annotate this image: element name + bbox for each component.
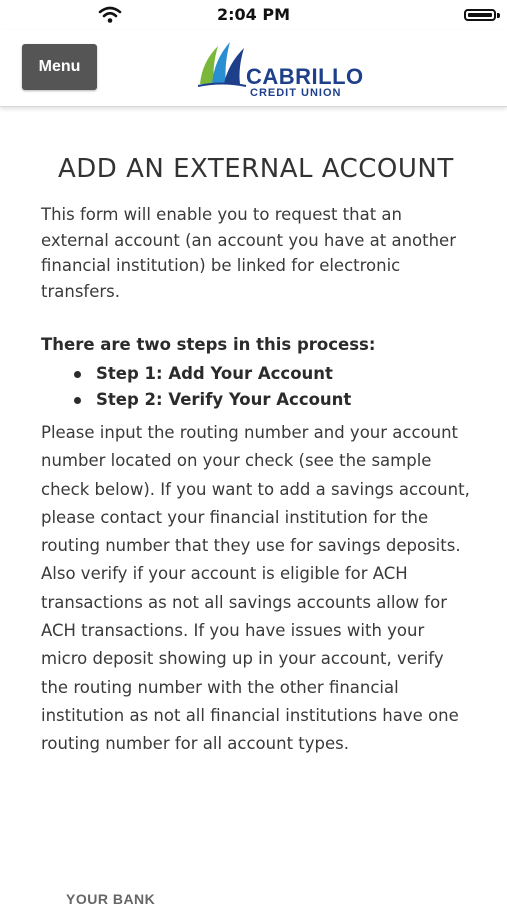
status-bar [0, 0, 507, 30]
instructions-text: Please input the routing number and your account number located on your check (see the sample check below). If you want to add a savings account, please contact your financial institution for the routing number that they use for savings deposits. Also verify if your account is eligible for ACH transactions as not all savings accounts allow for ACH transactions. If you have issues with your micro deposit showing up in your account, verify the routing number with the other financial institution as not all financial institutions have one routing number for all account types. [41, 423, 470, 754]
steps-heading: There are two steps in this process: [41, 335, 376, 354]
sample-check-label: YOUR BANK [66, 891, 156, 907]
steps-list [41, 361, 471, 413]
step-item: Step 1: Add Your Account [96, 361, 471, 387]
intro-text: This form will enable you to request that an external account (an account you have at another financial institution) be linked for electronic transfers. [41, 205, 456, 301]
status-time: 2:04 PM [216, 5, 290, 24]
step-item: Step 2: Verify Your Account [96, 387, 471, 413]
logo-subtitle: CREDIT UNION [250, 87, 342, 99]
sail-logo-icon [196, 38, 248, 94]
logo-name: CABRILLO [246, 64, 364, 89]
cabrillo-logo[interactable] [196, 38, 364, 100]
main-content [41, 150, 471, 759]
battery-icon [464, 9, 496, 21]
app-header [0, 30, 507, 107]
menu-button[interactable]: Menu [22, 44, 97, 90]
page-title: ADD AN EXTERNAL ACCOUNT [58, 154, 454, 184]
